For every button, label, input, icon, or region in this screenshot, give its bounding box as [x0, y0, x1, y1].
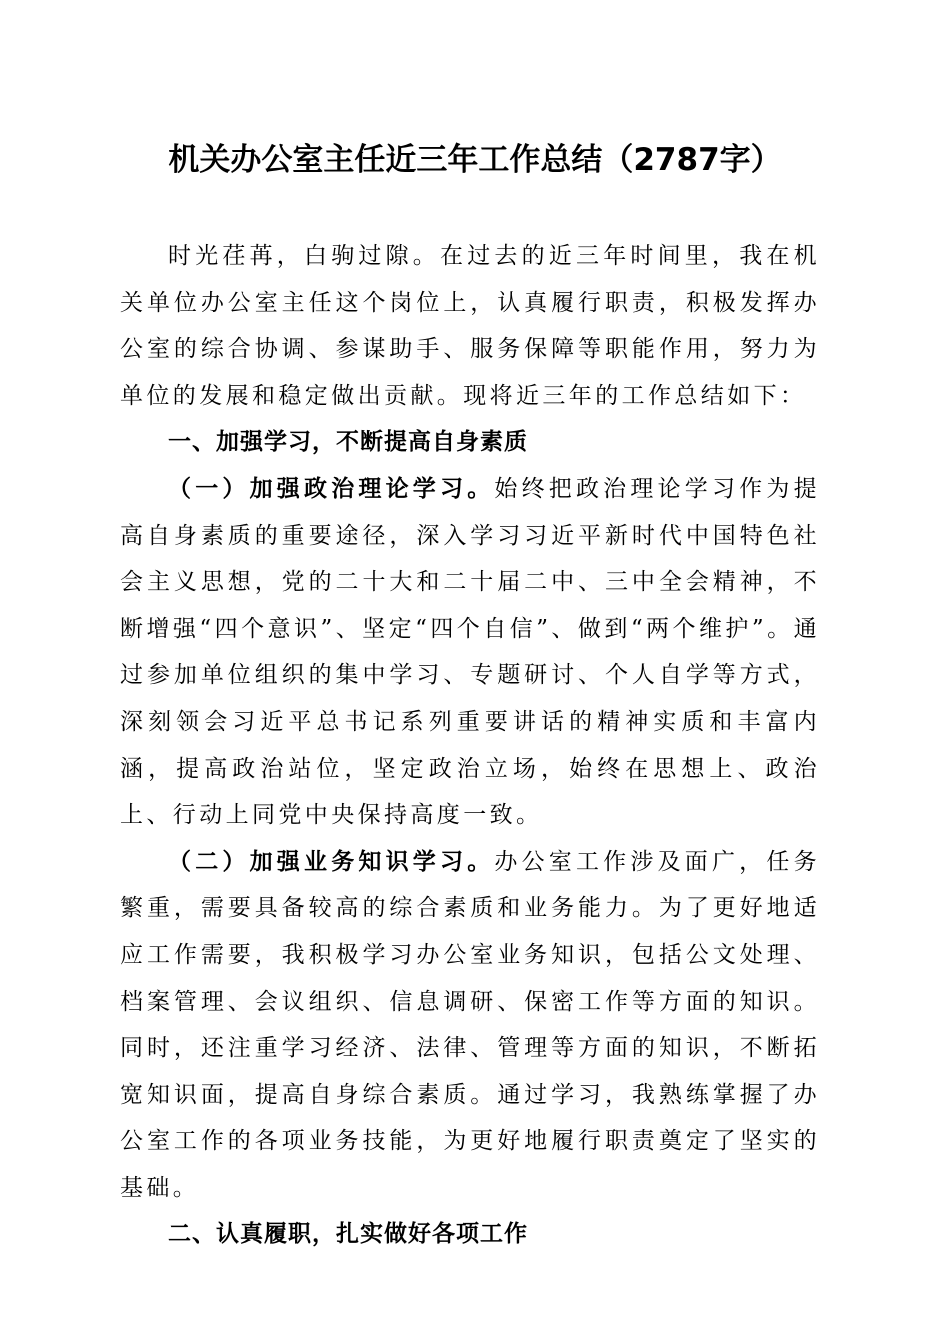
subsection-text-2: 办公室工作涉及面广，任务繁重，需要具备较高的综合素质和业务能力。为了更好地适应工作需要，我积极学习办公室业务知识，包括公文处理、档案管理、会议组织、信息调研、保密工作等方面的知识。同时，还注重学习经济、法律、管理等方面的知识，不断拓宽知识面，提高自身综合素质。通过学习，我熟练掌握了办公室工作的各项业务技能，为更好地履行职责奠定了坚实的基础。	[120, 848, 820, 1201]
subsection-paragraph-2	[120, 839, 820, 1212]
section-heading-2: 二、认真履职，扎实做好各项工作	[168, 1221, 528, 1248]
section-heading-1: 一、加强学习，不断提高自身素质	[168, 429, 528, 456]
intro-paragraph: 时光荏苒，白驹过隙。在过去的近三年时间里，我在机关单位办公室主任这个岗位上，认真履行职责，积极发挥办公室的综合协调、参谋助手、服务保障等职能作用，努力为单位的发展和稳定做出贡献。现将近三年的工作总结如下：	[120, 243, 820, 409]
subsection-paragraph-1	[120, 466, 820, 839]
subsection-lead-2: （二）加强业务知识学习。	[168, 848, 495, 875]
subsection-lead-1: （一）加强政治理论学习。	[168, 475, 495, 502]
document-title: 机关办公室主任近三年工作总结（2787字）	[168, 142, 782, 178]
subsection-text-1: 始终把政治理论学习作为提高自身素质的重要途径，深入学习习近平新时代中国特色社会主义思想，党的二十大和二十届二中、三中全会精神，不断增强“四个意识”、坚定“四个自信”、做到“两个维护”。通过参加单位组织的集中学习、专题研讨、个人自学等方式，深刻领会习近平总书记系列重要讲话的精神实质和丰富内涵，提高政治站位，坚定政治立场，始终在思想上、政治上、行动上同党中央保持高度一致。	[120, 475, 820, 829]
document-body	[120, 233, 820, 1258]
